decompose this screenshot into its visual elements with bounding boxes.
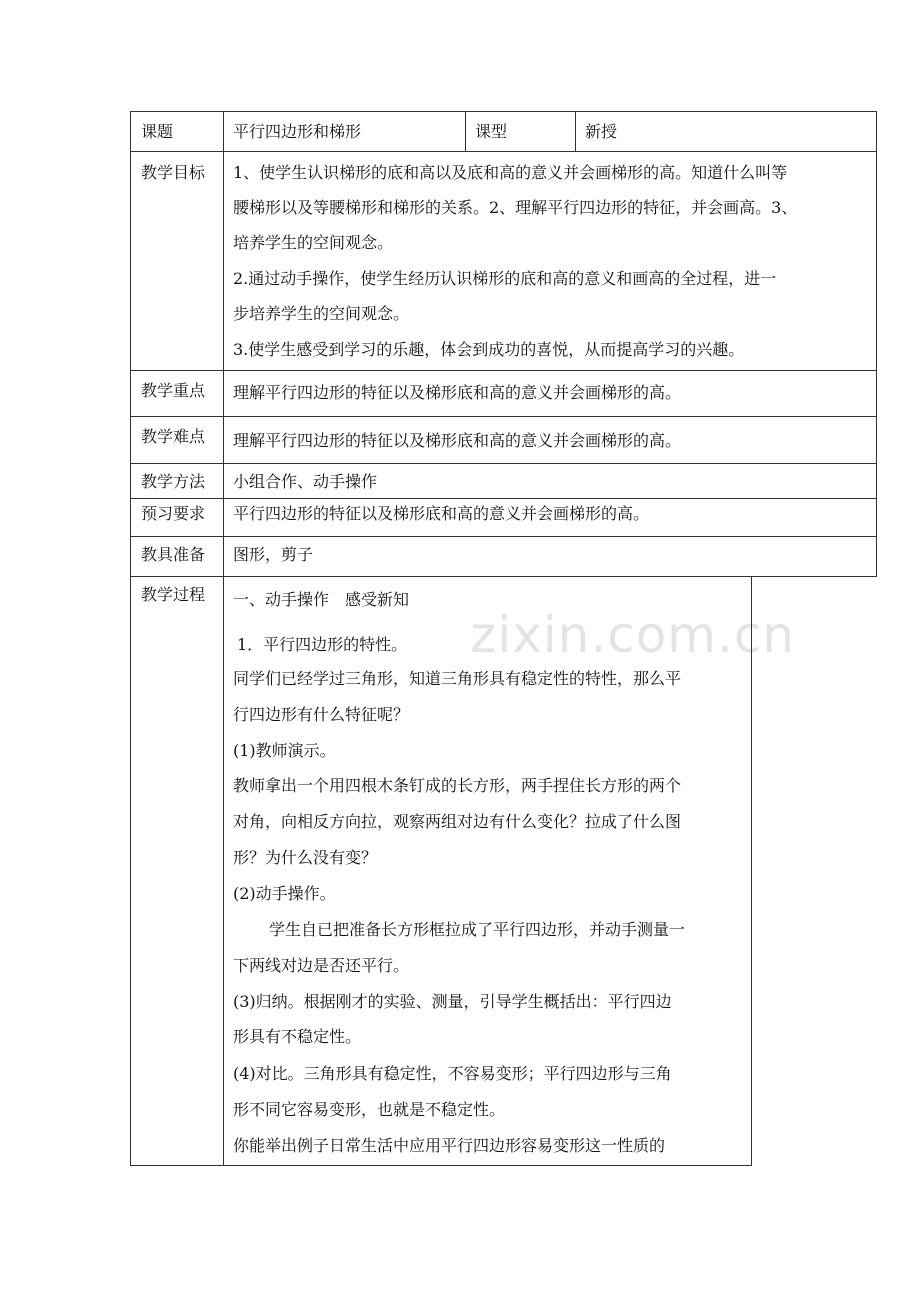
process-line: (1)教师演示。 (233, 741, 336, 760)
goals-line: 步培养学生的空间观念。 (233, 304, 410, 323)
cell-preview-value (223, 498, 877, 537)
process-line: 教师拿出一个用四根木条钉成的长方形，两手捏住长方形的两个 (233, 776, 682, 795)
process-line: (3)归纳。根据刚才的实验、测量，引导学生概括出：平行四边 (233, 992, 672, 1011)
label-methods: 教学方法 (141, 472, 206, 491)
process-line: 行四边形有什么特征呢？ (233, 705, 410, 724)
process-line: 1．平行四边形的特性。 (237, 635, 408, 654)
cell-difficulties-value (223, 416, 877, 464)
goals-line: 1、使学生认识梯形的底和高以及底和高的意义并会画梯形的高。知道什么叫等 (233, 163, 788, 182)
value-keypoints: 理解平行四边形的特征以及梯形底和高的意义并会画梯形的高。 (233, 383, 682, 402)
value-topic: 平行四边形和梯形 (233, 122, 362, 141)
goals-line: 2.通过动手操作，使学生经历认识梯形的底和高的意义和画高的全过程，进一 (233, 269, 777, 288)
cell-methods-value (223, 463, 877, 499)
cell-tools-value (223, 536, 877, 577)
process-line: (2)动手操作。 (233, 884, 336, 903)
goals-line: 3.使学生感受到学习的乐趣，体会到成功的喜悦，从而提高学习的兴趣。 (233, 340, 745, 359)
cell-goals-label (130, 151, 224, 371)
cell-topic-label (130, 111, 224, 152)
goals-line: 培养学生的空间观念。 (233, 233, 394, 252)
process-line: 对角，向相反方向拉，观察两组对边有什么变化？拉成了什么图 (233, 812, 682, 831)
value-difficulties: 理解平行四边形的特征以及梯形底和高的意义并会画梯形的高。 (233, 431, 682, 450)
goals-line: 腰梯形以及等腰梯形和梯形的关系。2、理解平行四边形的特征，并会画高。3、 (233, 198, 798, 217)
cell-preview-label (130, 498, 224, 537)
label-process: 教学过程 (141, 585, 206, 604)
label-preview: 预习要求 (141, 504, 206, 523)
cell-keypoints-label (130, 370, 224, 417)
cell-type-label (465, 111, 576, 152)
cell-goals-value (223, 151, 877, 371)
cell-methods-label (130, 463, 224, 499)
process-line: 下两线对边是否还平行。 (233, 956, 410, 975)
process-line: 形不同它容易变形，也就是不稳定性。 (233, 1100, 506, 1119)
cell-tools-label (130, 536, 224, 577)
label-type: 课型 (475, 122, 508, 141)
value-preview: 平行四边形的特征以及梯形底和高的意义并会画梯形的高。 (233, 504, 650, 523)
cell-process-label (130, 576, 224, 1166)
value-methods: 小组合作、动手操作 (233, 472, 378, 491)
cell-process-value (223, 576, 752, 1166)
process-line: 学生自已把准备长方形框拉成了平行四边形，并动手测量一 (269, 920, 686, 939)
process-line: 你能举出例子日常生活中应用平行四边形容易变形这一性质的 (233, 1136, 666, 1155)
cell-topic-value (223, 111, 466, 152)
process-line: 形具有不稳定性。 (233, 1027, 362, 1046)
cell-type-value (575, 111, 877, 152)
label-keypoints: 教学重点 (141, 381, 206, 400)
cell-difficulties-label (130, 416, 224, 464)
process-line: 同学们已经学过三角形，知道三角形具有稳定性的特性，那么平 (233, 669, 682, 688)
label-topic: 课题 (141, 122, 174, 141)
label-goals: 教学目标 (141, 163, 206, 182)
label-difficulties: 教学难点 (141, 427, 206, 446)
process-line: 一、动手操作 感受新知 (233, 590, 410, 609)
cell-keypoints-value (223, 370, 877, 417)
process-line: 形？为什么没有变？ (233, 848, 378, 867)
value-tools: 图形，剪子 (233, 545, 314, 564)
value-type: 新授 (585, 122, 618, 141)
process-line: (4)对比。三角形具有稳定性，不容易变形；平行四边形与三角 (233, 1064, 672, 1083)
watermark: zixin.com.cn (470, 606, 796, 664)
label-tools: 教具准备 (141, 545, 206, 564)
